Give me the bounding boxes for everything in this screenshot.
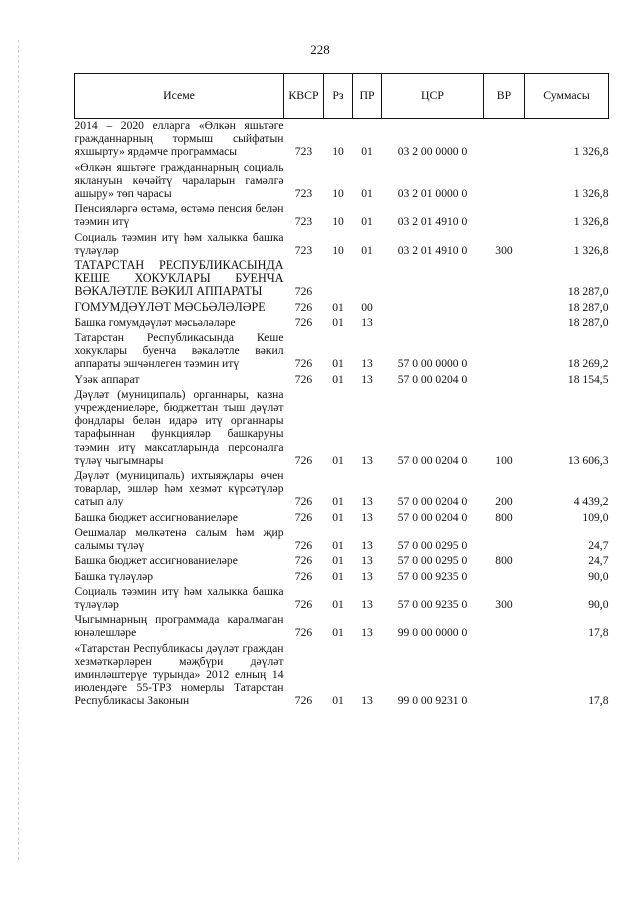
table-row [75, 373, 609, 388]
cell-name: Башка бюджет ассигнованиеләре [74, 510, 238, 524]
cell-vr [484, 202, 525, 230]
cell-csr: 99 0 00 9231 0 [397, 694, 468, 708]
cell-kvsr: 726 [294, 626, 313, 640]
cell-vr [484, 373, 525, 388]
cell-csr [382, 259, 484, 301]
cell-sum: 13 606,3 [567, 453, 609, 467]
cell-sum: 1 326,8 [573, 145, 609, 159]
cell-name: Чыгымнарның программада каралмаган юнәлешләре [74, 613, 284, 640]
header-pr: ПР [353, 74, 382, 119]
cell-name: Башка гомумдәүләт мәсьәләләре [74, 315, 236, 329]
cell-name: Социаль тәэмин итү һәм халыкка башка түләүләр [74, 584, 284, 611]
cell-rz: 01 [332, 694, 344, 708]
table-row [75, 613, 609, 641]
table-row [75, 331, 609, 373]
cell-pr: 13 [361, 357, 373, 371]
cell-vr [484, 259, 525, 301]
cell-sum: 90,0 [588, 569, 609, 583]
cell-pr: 01 [361, 215, 373, 229]
table-row [75, 570, 609, 585]
cell-sum: 18 154,5 [567, 372, 609, 386]
cell-pr: 13 [361, 694, 373, 708]
cell-csr: 03 2 01 4910 0 [397, 215, 468, 229]
cell-rz: 01 [332, 510, 344, 524]
cell-rz: 01 [332, 569, 344, 583]
cell-kvsr: 726 [294, 510, 313, 524]
cell-pr: 13 [361, 495, 373, 509]
budget-table [74, 73, 609, 710]
cell-name: Дәүләт (муниципаль) ихтыяҗлары өчен товарлар, эшләр һәм хезмәт күрсәтүләр сатып алу [74, 469, 284, 509]
cell-kvsr: 726 [294, 453, 313, 467]
cell-sum: 109,0 [582, 510, 609, 524]
cell-vr: 100 [495, 453, 513, 467]
cell-vr: 200 [495, 495, 513, 509]
cell-csr: 03 2 00 0000 0 [397, 145, 468, 159]
cell-sum: 90,0 [588, 597, 609, 611]
cell-csr [382, 301, 484, 316]
cell-pr: 13 [361, 626, 373, 640]
header-name: Исеме [75, 74, 284, 119]
cell-pr: 13 [361, 554, 373, 568]
cell-pr: 00 [361, 300, 373, 314]
cell-vr [484, 316, 525, 331]
cell-rz: 01 [332, 539, 344, 553]
cell-rz: 10 [332, 243, 344, 257]
cell-rz: 10 [332, 187, 344, 201]
table-row [75, 119, 609, 161]
table-header-row [75, 74, 609, 119]
cell-sum: 18 287,0 [567, 285, 609, 299]
cell-rz: 01 [332, 626, 344, 640]
cell-kvsr: 726 [294, 569, 313, 583]
cell-vr [484, 642, 525, 710]
header-csr: ЦСР [382, 74, 484, 119]
cell-csr: 99 0 00 0000 0 [397, 626, 468, 640]
cell-sum: 18 287,0 [567, 315, 609, 329]
cell-kvsr: 726 [294, 539, 313, 553]
cell-name: Башка түләүләр [74, 569, 154, 583]
cell-pr: 13 [361, 510, 373, 524]
cell-rz: 10 [332, 215, 344, 229]
cell-csr: 57 0 00 0204 0 [397, 372, 468, 386]
cell-kvsr: 726 [294, 554, 313, 568]
cell-rz: 01 [332, 495, 344, 509]
cell-csr: 57 0 00 0295 0 [397, 539, 468, 553]
table-body [75, 119, 609, 710]
cell-kvsr: 726 [294, 315, 313, 329]
cell-csr: 57 0 00 0295 0 [397, 554, 468, 568]
cell-csr: 57 0 00 9235 0 [397, 569, 468, 583]
cell-sum: 24,7 [588, 539, 609, 553]
cell-sum: 18 287,0 [567, 300, 609, 314]
cell-sum: 1 326,8 [573, 215, 609, 229]
cell-pr: 13 [361, 569, 373, 583]
cell-csr: 57 0 00 9235 0 [397, 597, 468, 611]
cell-vr [484, 526, 525, 554]
table-row [75, 511, 609, 526]
cell-vr: 800 [495, 510, 513, 524]
cell-name: Дәүләт (муниципаль) органнары, казна учреждениеләре, бюджеттан тыш дәүләт фондлары белән идарә итү органнары тарафыннан функцияләр башкаруны тәэмин итү максатларында персоналга түләү чыгымнары [74, 387, 284, 467]
table-row [75, 388, 609, 469]
table-row [75, 469, 609, 511]
cell-kvsr: 723 [294, 145, 313, 159]
cell-sum: 4 439,2 [573, 495, 609, 509]
cell-kvsr: 723 [294, 243, 313, 257]
cell-name: Татарстан Республикасында Кеше хокуклары буенча вәкаләтле вәкил аппараты эшчәнлеген тәэмин итү [74, 331, 284, 371]
page-number: 228 [310, 42, 330, 57]
cell-kvsr: 723 [294, 187, 313, 201]
cell-csr: 57 0 00 0204 0 [397, 510, 468, 524]
cell-sum: 1 326,8 [573, 243, 609, 257]
cell-name: Пенсияләргә өстәмә, өстәмә пенсия белән тәэмин итү [74, 202, 284, 229]
cell-pr: 01 [361, 243, 373, 257]
cell-vr [484, 331, 525, 373]
cell-name: Социаль тәэмин итү һәм халыкка башка түләүләр [74, 230, 284, 257]
margin-line [18, 40, 19, 860]
cell-rz: 01 [332, 554, 344, 568]
cell-sum: 24,7 [588, 554, 609, 568]
cell-csr: 57 0 00 0204 0 [397, 453, 468, 467]
cell-csr: 03 2 01 0000 0 [397, 187, 468, 201]
cell-sum: 18 269,2 [567, 357, 609, 371]
cell-pr [353, 259, 382, 301]
table-row [75, 231, 609, 259]
cell-rz: 01 [332, 597, 344, 611]
cell-name: 2014 – 2020 елларга «Өлкән яшьтәге гражданнарның тормыш сыйфатын яхшырту» ярдәмче программасы [74, 119, 284, 159]
cell-sum: 17,8 [588, 694, 609, 708]
cell-rz: 01 [332, 372, 344, 386]
header-vr: ВР [484, 74, 525, 119]
header-sum: Суммасы [525, 74, 609, 119]
table-row [75, 202, 609, 230]
table-row [75, 526, 609, 554]
cell-name: «Татарстан Республикасы дәүләт граждан хезмәткәрләрен мәҗбүри дәүләт иминләштерүе турында» 2012 елның 14 июлендәге 55-ТРЗ номерлы Татарстан Республикасы Законын [74, 641, 284, 708]
cell-kvsr: 726 [294, 357, 313, 371]
cell-kvsr: 723 [294, 215, 313, 229]
table-row [75, 259, 609, 301]
cell-kvsr: 726 [294, 372, 313, 386]
cell-vr: 800 [495, 554, 513, 568]
table-row [75, 554, 609, 569]
cell-pr: 13 [361, 539, 373, 553]
cell-sum: 17,8 [588, 626, 609, 640]
cell-sum: 1 326,8 [573, 187, 609, 201]
table-row [75, 316, 609, 331]
cell-vr [484, 301, 525, 316]
cell-rz: 01 [332, 315, 344, 329]
table-row [75, 301, 609, 316]
cell-pr: 01 [361, 145, 373, 159]
cell-vr: 300 [495, 243, 513, 257]
cell-vr [484, 119, 525, 161]
cell-rz [324, 259, 353, 301]
table-row [75, 585, 609, 613]
cell-kvsr: 726 [294, 285, 313, 299]
cell-kvsr: 726 [294, 597, 313, 611]
cell-rz: 01 [332, 300, 344, 314]
cell-rz: 01 [332, 357, 344, 371]
cell-rz: 10 [332, 145, 344, 159]
table-row [75, 161, 609, 203]
cell-name: Башка бюджет ассигнованиеләре [74, 554, 238, 568]
cell-pr: 01 [361, 187, 373, 201]
cell-csr: 03 2 01 4910 0 [397, 243, 468, 257]
cell-csr [382, 316, 484, 331]
cell-kvsr: 726 [294, 300, 313, 314]
cell-pr: 13 [361, 597, 373, 611]
cell-name: Оешмалар мөлкәтенә салым һәм җир салымы түләү [74, 525, 284, 553]
cell-vr [484, 570, 525, 585]
cell-name: ГОМУМДӘҮЛӘТ МӘСЬӘЛӘЛӘРЕ [74, 299, 266, 314]
cell-pr: 13 [361, 315, 373, 329]
header-rz: Рз [324, 74, 353, 119]
cell-pr: 13 [361, 372, 373, 386]
cell-rz: 01 [332, 453, 344, 467]
cell-vr: 300 [495, 597, 513, 611]
cell-csr: 57 0 00 0000 0 [397, 357, 468, 371]
cell-name: Үзәк аппарат [74, 372, 140, 386]
table-row [75, 642, 609, 710]
header-kvsr: КВСР [284, 74, 324, 119]
cell-kvsr: 726 [294, 495, 313, 509]
cell-vr [484, 161, 525, 203]
cell-pr: 13 [361, 453, 373, 467]
cell-csr: 57 0 00 0204 0 [397, 495, 468, 509]
cell-name: «Өлкән яшьтәге гражданнарның социаль яклануын көчәйтү чараларын гамәлгә ашыру» төп чарасы [74, 160, 284, 201]
cell-name: ТАТАРСТАН РЕСПУБЛИКАСЫНДА КЕШЕ ХОКУКЛАРЫ БУЕНЧА ВӘКАЛӘТЛЕ ВӘКИЛ АППАРАТЫ [74, 258, 284, 299]
cell-kvsr: 726 [294, 694, 313, 708]
cell-vr [484, 613, 525, 641]
